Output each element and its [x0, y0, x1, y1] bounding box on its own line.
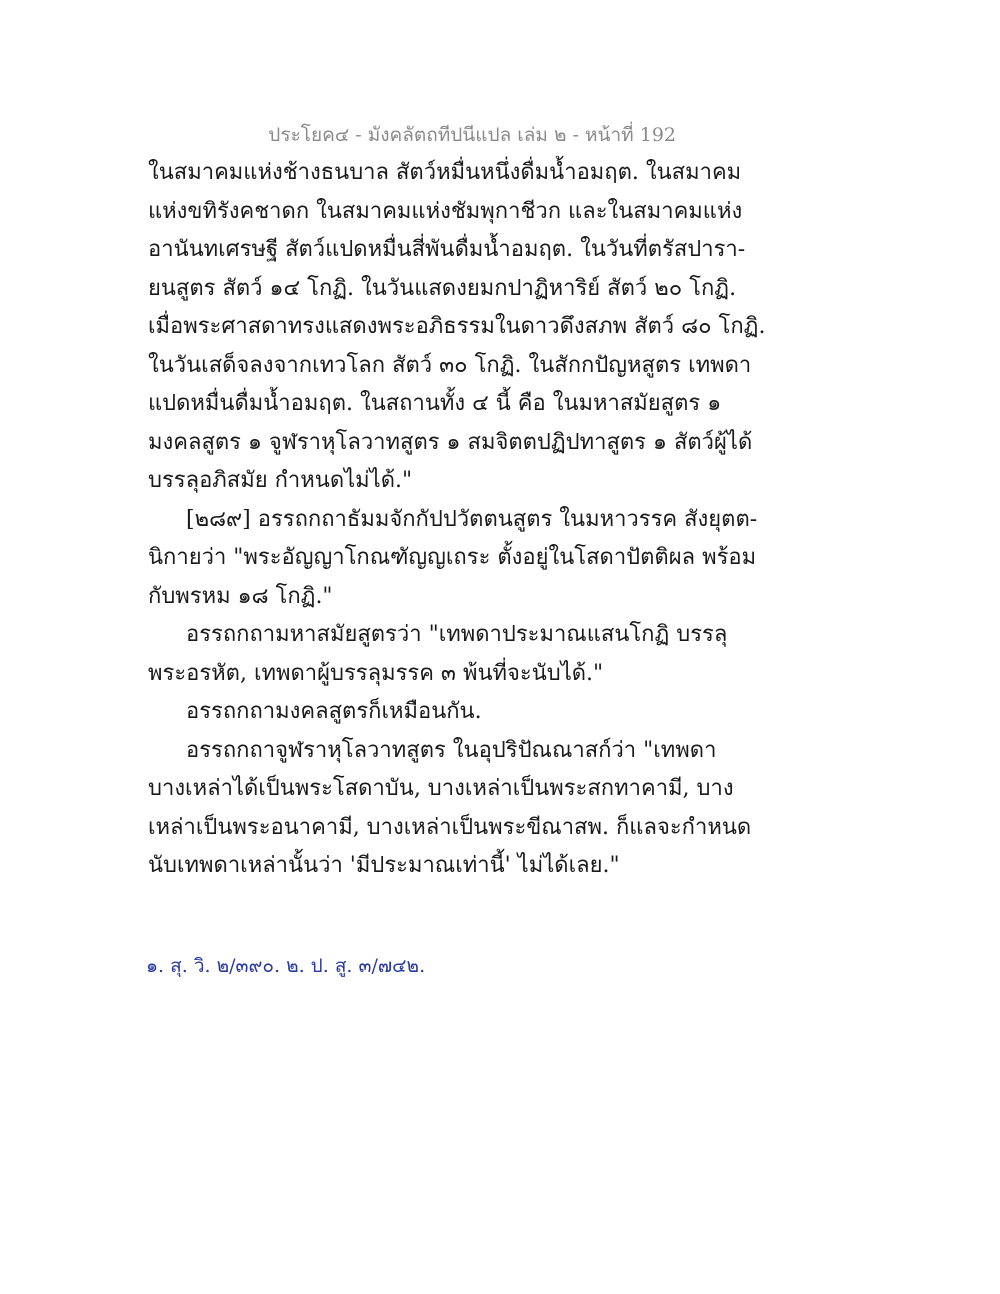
text-line: เหล่าเป็นพระอนาคามี, บางเหล่าเป็นพระขีณาสพ. ก็แลจะกำหนด — [148, 814, 752, 840]
running-header: ประโยค๔ - มังคลัตถทีปนีแปล เล่ม ๒ - หน้าที่ 192 — [268, 124, 676, 146]
paragraph-start-line: อรรถกถาจูฬราหุโลวาทสูตร ในอุปริปัณณาสก์ว่า "เทพดา — [186, 737, 717, 763]
body-text — [148, 154, 766, 886]
text-line: แห่งขทิรังคชาดก ในสมาคมแห่งชัมพุกาชีวก และในสมาคมแห่ง — [148, 198, 743, 224]
text-line: มงคลสูตร ๑ จูฬราหุโลวาทสูตร ๑ สมจิตตปฏิปทาสูตร ๑ สัตว์ผู้ได้ — [148, 429, 753, 455]
text-line: นับเทพดาเหล่านั้นว่า 'มีประมาณเท่านี้' ไม่ได้เลย." — [148, 853, 620, 878]
text-line: ยนสูตร สัตว์ ๑๔ โกฏิ. ในวันแสดงยมกปาฏิหาริย์ สัตว์ ๒๐ โกฏิ. — [148, 275, 737, 301]
text-line: กับพรหม ๑๘ โกฏิ." — [148, 583, 333, 609]
paragraph-start-line: [๒๘๙] อรรถกถาธัมมจักกัปปวัตตนสูตร ในมหาวรรค สังยุตต- — [186, 506, 758, 532]
footnote: ๑. สุ. วิ. ๒/๓๙๐. ๒. ป. สู. ๓/๗๔๒. — [146, 955, 426, 977]
text-line: ในวันเสด็จลงจากเทวโลก สัตว์ ๓๐ โกฏิ. ในสักกปัญหสูตร เทพดา — [148, 352, 752, 378]
text-line: เมื่อพระศาสดาทรงแสดงพระอภิธรรมในดาวดึงสภพ สัตว์ ๘๐ โกฏิ. — [148, 314, 766, 339]
text-line: นิกายว่า "พระอัญญาโกณฑัญญเถระ ตั้งอยู่ในโสดาปัตติผล พร้อม — [148, 545, 757, 570]
text-line: พระอรหัต, เทพดาผู้บรรลุมรรค ๓ พ้นที่จะนับได้." — [148, 660, 604, 686]
text-line: บางเหล่าได้เป็นพระโสดาบัน, บางเหล่าเป็นพระสกทาคามี, บาง — [148, 776, 734, 801]
text-line: บรรลุอภิสมัย กำหนดไม่ได้." — [148, 468, 413, 493]
text-line: อานันทเศรษฐี สัตว์แปดหมื่นสี่พันดื่มน้ำอมฤต. ในวันที่ตรัสปารา- — [148, 237, 746, 262]
paragraph-start-line: อรรถกถามงคลสูตรก็เหมือนกัน. — [186, 699, 482, 724]
paragraph-start-line: อรรถกถามหาสมัยสูตรว่า "เทพดาประมาณแสนโกฏิ บรรลุ — [186, 622, 728, 647]
text-line: แปดหมื่นดื่มน้ำอมฤต. ในสถานทั้ง ๔ นี้ คือ ในมหาสมัยสูตร ๑ — [148, 391, 722, 416]
text-line: ในสมาคมแห่งช้างธนบาล สัตว์หมื่นหนึ่งดื่มน้ำอมฤต. ในสมาคม — [148, 160, 742, 185]
